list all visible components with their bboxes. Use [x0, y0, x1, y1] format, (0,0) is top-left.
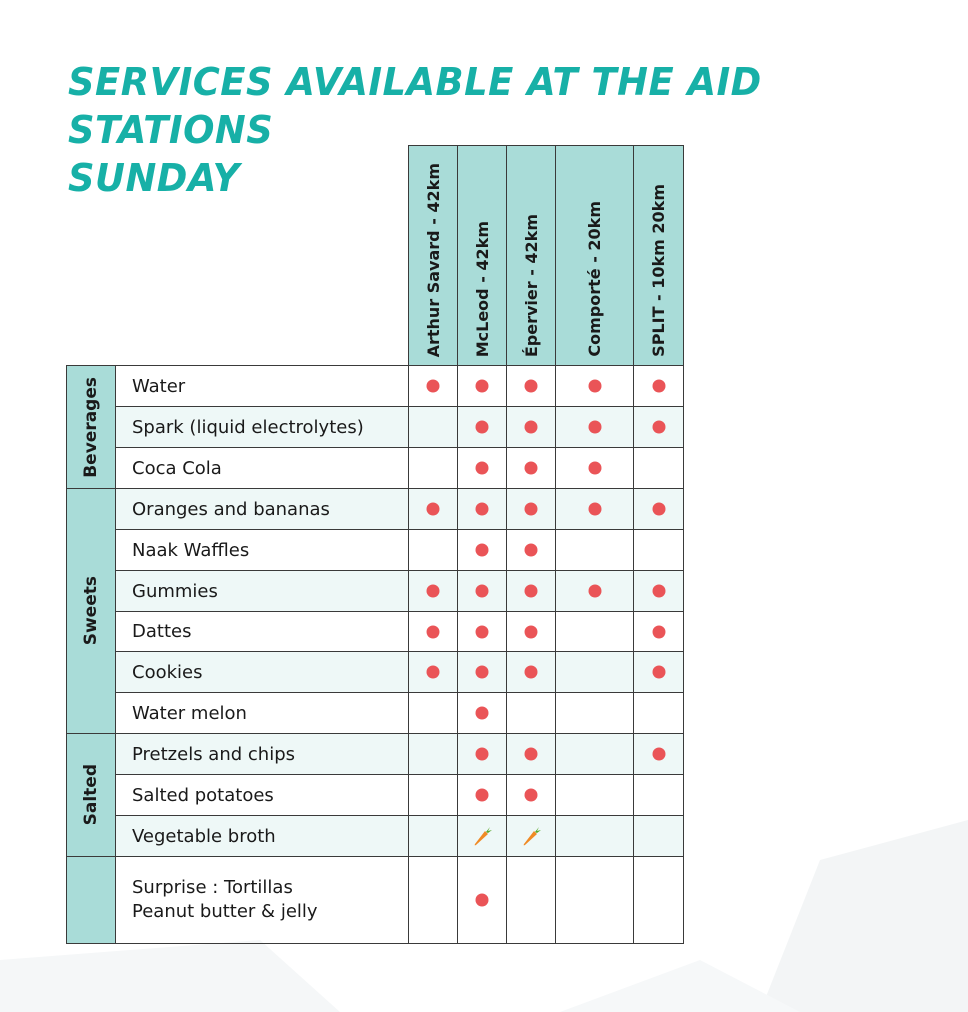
item-label-line: Spark (liquid electrolytes) [132, 416, 364, 438]
available-dot [427, 666, 440, 679]
availability-cell [457, 529, 507, 571]
available-dot [476, 707, 489, 720]
item-label-line: Water [132, 375, 186, 397]
category-cell [66, 733, 116, 857]
availability-cell [506, 447, 556, 489]
category-label: Salted [81, 764, 101, 826]
title-line-2: SUNDAY [68, 156, 240, 200]
item-label-cell [115, 570, 409, 612]
availability-cell [555, 856, 634, 944]
item-label [132, 857, 318, 943]
item-label-cell [115, 447, 409, 489]
availability-cell [633, 774, 684, 816]
item-label [132, 612, 191, 651]
available-dot [588, 421, 601, 434]
availability-cell [506, 570, 556, 612]
item-label-cell [115, 733, 409, 775]
availability-cell [506, 488, 556, 530]
item-label [132, 366, 185, 406]
item-label-cell [115, 856, 409, 944]
available-dot [525, 666, 538, 679]
available-dot [525, 462, 538, 475]
available-dot [476, 544, 489, 557]
availability-cell [457, 406, 507, 448]
available-dot [525, 503, 538, 516]
item-label-cell [115, 406, 409, 448]
available-dot [525, 789, 538, 802]
title-line-1: SERVICES AVAILABLE AT THE AID STATIONS [68, 60, 762, 152]
available-dot [476, 585, 489, 598]
availability-cell [555, 406, 634, 448]
available-dot [525, 585, 538, 598]
item-label-line: Surprise : Tortillas [132, 877, 293, 898]
item-label [132, 816, 276, 856]
available-dot [525, 380, 538, 393]
availability-cell [633, 488, 684, 530]
availability-cell [457, 488, 507, 530]
item-label-line: Oranges and bananas [132, 498, 330, 520]
availability-cell [506, 856, 556, 944]
item-label-cell [115, 488, 409, 530]
available-dot [525, 625, 538, 638]
availability-cell [506, 774, 556, 816]
available-dot [652, 585, 665, 598]
availability-cell [408, 774, 458, 816]
availability-cell [408, 447, 458, 489]
availability-cell [408, 611, 458, 652]
available-dot [588, 503, 601, 516]
availability-cell [457, 651, 507, 693]
item-label-cell [115, 611, 409, 652]
availability-cell [506, 651, 556, 693]
item-label-cell [115, 651, 409, 693]
availability-cell [555, 488, 634, 530]
available-dot [476, 503, 489, 516]
availability-cell [555, 733, 634, 775]
item-label-line: Dattes [132, 621, 192, 642]
item-label [132, 489, 330, 529]
available-dot [652, 503, 665, 516]
availability-cell [555, 529, 634, 571]
item-label [132, 407, 364, 447]
available-dot [525, 544, 538, 557]
availability-cell [457, 856, 507, 944]
availability-cell [633, 611, 684, 652]
item-label [132, 530, 249, 570]
category-cell [66, 488, 116, 734]
availability-cell [555, 570, 634, 612]
station-name: Comporté - 20km [585, 201, 604, 357]
availability-cell [555, 692, 634, 734]
available-dot [652, 421, 665, 434]
availability-cell [633, 651, 684, 693]
available-dot [652, 625, 665, 638]
available-dot [476, 748, 489, 761]
availability-cell [506, 815, 556, 857]
availability-cell [633, 529, 684, 571]
item-label [132, 652, 202, 692]
availability-cell [408, 365, 458, 407]
availability-cell [633, 733, 684, 775]
availability-cell [506, 365, 556, 407]
available-dot [652, 748, 665, 761]
availability-cell [408, 733, 458, 775]
item-label-line: Peanut butter & jelly [132, 901, 318, 922]
item-label-line: Water melon [132, 702, 247, 724]
station-header [633, 145, 684, 366]
availability-cell [457, 365, 507, 407]
availability-cell [457, 447, 507, 489]
available-dot [427, 585, 440, 598]
station-header [555, 145, 634, 366]
availability-cell [457, 570, 507, 612]
availability-cell [506, 733, 556, 775]
station-name: Épervier - 42km [521, 213, 541, 357]
availability-cell [408, 529, 458, 571]
available-dot [476, 666, 489, 679]
item-label [132, 448, 222, 488]
carrot-icon [472, 825, 492, 847]
item-label-cell [115, 774, 409, 816]
availability-cell [633, 447, 684, 489]
availability-cell [408, 406, 458, 448]
available-dot [476, 462, 489, 475]
available-dot [476, 380, 489, 393]
station-header [408, 145, 458, 366]
availability-cell [408, 488, 458, 530]
availability-cell [457, 733, 507, 775]
availability-cell [555, 815, 634, 857]
availability-cell [555, 365, 634, 407]
station-name: Arthur Savard - 42km [423, 162, 443, 357]
availability-cell [408, 570, 458, 612]
availability-cell [457, 815, 507, 857]
item-label-line: Coca Cola [132, 457, 222, 479]
availability-cell [506, 692, 556, 734]
category-label: Beverages [81, 376, 101, 478]
item-label [132, 693, 247, 733]
item-label [132, 571, 218, 611]
availability-cell [633, 406, 684, 448]
available-dot [588, 462, 601, 475]
available-dot [588, 585, 601, 598]
availability-cell [633, 365, 684, 407]
available-dot [427, 503, 440, 516]
availability-cell [457, 774, 507, 816]
availability-cell [633, 856, 684, 944]
available-dot [525, 421, 538, 434]
available-dot [652, 666, 665, 679]
item-label-cell [115, 692, 409, 734]
availability-cell [506, 611, 556, 652]
availability-cell [408, 815, 458, 857]
category-label: Sweets [81, 576, 101, 646]
availability-cell [506, 406, 556, 448]
item-label-line: Salted potatoes [132, 784, 274, 806]
available-dot [427, 625, 440, 638]
item-label-cell [115, 815, 409, 857]
availability-cell [457, 692, 507, 734]
category-cell [66, 856, 116, 944]
availability-cell [408, 651, 458, 693]
available-dot [476, 789, 489, 802]
availability-cell [555, 651, 634, 693]
availability-cell [408, 692, 458, 734]
item-label-cell [115, 365, 409, 407]
item-label [132, 734, 295, 774]
available-dot [525, 748, 538, 761]
station-name: McLeod - 42km [472, 220, 492, 357]
item-label [132, 775, 274, 815]
availability-cell [506, 529, 556, 571]
category-cell [66, 365, 116, 489]
availability-cell [633, 815, 684, 857]
available-dot [476, 625, 489, 638]
item-label-line: Cookies [132, 661, 203, 683]
availability-cell [457, 611, 507, 652]
availability-cell [555, 611, 634, 652]
availability-cell [555, 774, 634, 816]
item-label-cell [115, 529, 409, 571]
station-header [457, 145, 507, 366]
item-label-line: Gummies [132, 580, 218, 602]
available-dot [476, 894, 489, 907]
item-label-line: Vegetable broth [132, 825, 276, 847]
available-dot [476, 421, 489, 434]
station-header [506, 145, 556, 366]
item-label-line: Pretzels and chips [132, 743, 295, 765]
availability-cell [555, 447, 634, 489]
carrot-icon [521, 825, 541, 847]
availability-cell [633, 570, 684, 612]
item-label-line: Naak Waffles [132, 539, 250, 561]
availability-cell [633, 692, 684, 734]
available-dot [588, 380, 601, 393]
availability-cell [408, 856, 458, 944]
available-dot [652, 380, 665, 393]
available-dot [427, 380, 440, 393]
station-name: SPLIT - 10km 20km [649, 184, 668, 357]
